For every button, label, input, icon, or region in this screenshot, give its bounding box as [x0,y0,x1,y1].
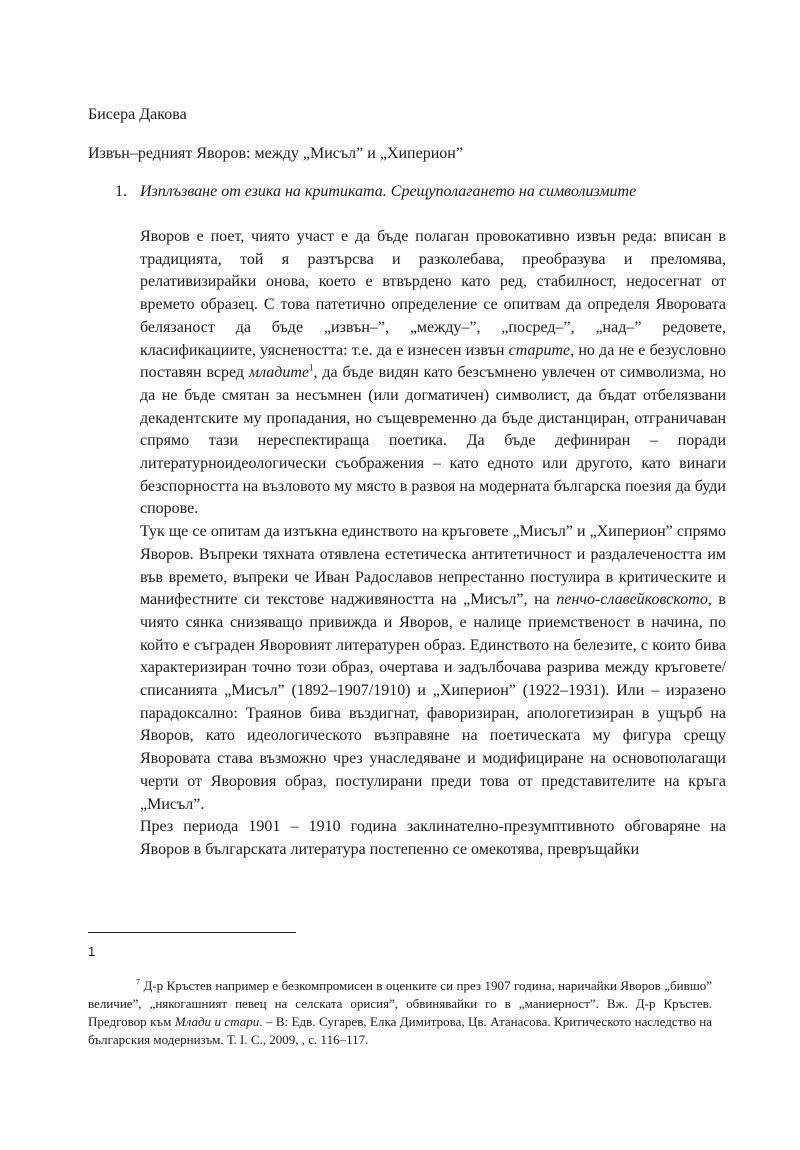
paragraph-2-part-b: , в чиято сянка снизяващо привижда и Яворов, е налице приемственост в начина, по който е съграден Яворовият литературен образ. Единството на белезите, с които бива характеризиран точно този образ, очертава и задълбочава разрива между кръговете/списанията „Мисъл” (1892–1907/1910) и „Хиперион” (1922–1931). Или – изразено парадоксално: Траянов бива въздигнат, фаворизиран, апологетизиран в ущърб на Яворов, като идеологическото възправяне на поетическата му фигура срещу Яворовата става възможно чрез унаследяване и модифициране на основополагащи черти от Яворовия образ, постулирани преди това от представителите на кръга „Мисъл”. [140,591,726,813]
paragraph-1-emphasis-young: младите [248,364,310,382]
paragraph-1-emphasis-old: старите [508,341,571,359]
section-heading-text: Изплъзване от езика на критиката. Срещуполагането на символизмите [140,183,637,200]
paragraph-1 [140,226,726,521]
paragraph-2 [140,521,726,816]
author-name: Бисера Дакова [88,106,187,123]
footnote-separator [88,932,296,933]
footnote-part-b: . – В: Едв. Сугарев, Елка Димитрова, Цв. Атанасова. Критическото наследство на българския модернизъм. Т. I. С., 2009, , с. 116–117. [88,1014,712,1047]
footnote-text [88,977,712,1049]
footnote-emphasis: Млади и стари [174,1014,260,1029]
section-heading [115,181,735,203]
article-title: Извън–редният Яворов: между „Мисъл” и „Хиперион” [88,145,463,162]
paragraph-3: През периода 1901 – 1910 година заклинателно-презумптивното обговаряне на Яворов в българската литература постепенно се омекотява, превръщайки [140,818,726,858]
paragraph-2-part-a: Тук ще се опитам да изтъкна единството на кръговете „Мисъл” и „Хиперион” спрямо Яворов. Въпреки тяхната отявлена естетическа антитетичност и раздалечеността им във времето, въпреки че Иван Радославов непрестанно постулира в критическите и манифестните си текстове надживяността на „Мисъл”, на [140,523,726,609]
footnote-sup: 7 [136,977,140,987]
paragraph-1-part-c: , да бъде видян като безсъмнено увлечен от символизма, но да не бъде смятан за несъмнен (или догматичен) символист, да бъдат отбелязвани декадентските му пропадания, но същевременно да бъде дистанциран, отграничаван спрямо тази нереспектираща поетика. Да бъде дефиниран – поради литературноидеологически съображения – като едното или другото, като винаги безспорността на възловото му място в развоя на модерната българска поезия да буди спорове. [140,364,726,518]
paragraph-1-part-b: , но да не е безусловно поставян всред [140,341,726,382]
footnote-marker: 1 [88,944,96,959]
section-number: 1. [115,183,127,200]
footnote-part-a: Д-р Кръстев например е безкомпромисен в оценките си през 1907 година, наричайки Яворов „бившо” величие”, „някогашният певец на селската орисия”, обвинявайки го в „маниерност”. Вж. Д-р Кръстев. Предговор към [88,978,712,1029]
body-text [140,226,726,862]
paragraph-1-part-a: Яворов е поет, чиято участ е да бъде полаган провокативно извън реда: вписан в традицията, той я разтърсва и разколебава, преобразува и преломява, релативизирайки онова, което е втвърдено като ред, стабилност, недосегнат от времето образец. С това патетично определение се опитвам да определя Яворовата белязаност да бъде „извън–”, „между–”, „посред–”, „над–” редовете, класификациите, уяснеността: т.е. да е изнесен извън [140,228,726,359]
paragraph-2-emphasis: пенчо-славейковското [556,591,708,609]
footnote-reference[interactable]: 1 [309,362,314,373]
